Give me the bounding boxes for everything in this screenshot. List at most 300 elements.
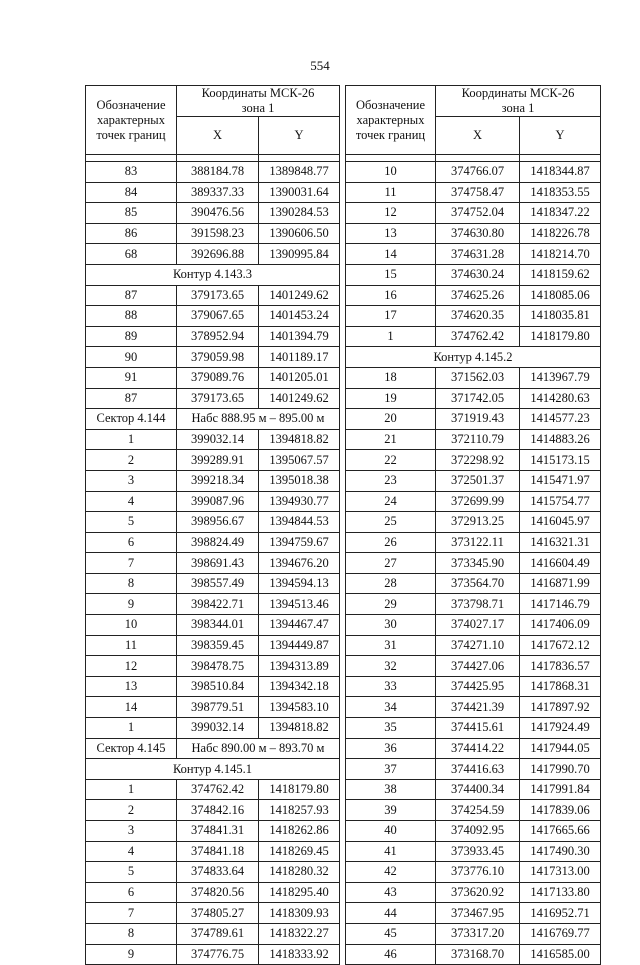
table-row: [346, 573, 601, 594]
point-id: 7: [86, 903, 177, 924]
header-x: X: [177, 117, 259, 155]
coordinate-x: 398557.49: [177, 573, 259, 594]
coordinate-x: 399032.14: [177, 718, 259, 739]
point-id: 6: [86, 532, 177, 553]
table-row: [86, 162, 340, 183]
coordinate-x: 374762.42: [436, 326, 520, 347]
coordinate-y: 1418280.32: [259, 862, 340, 883]
coordinate-x: 379173.65: [177, 388, 259, 409]
point-id: 88: [86, 306, 177, 327]
table-row: [346, 615, 601, 636]
table-row: [346, 718, 601, 739]
header-point-designation: Обозначение характерных точек границ: [346, 86, 436, 155]
coordinate-x: 374027.17: [436, 615, 520, 636]
coordinate-x: 374421.39: [436, 697, 520, 718]
point-id: 1: [86, 779, 177, 800]
point-id: 45: [346, 923, 436, 944]
contour-heading: Контур 4.145.1: [86, 759, 340, 780]
coordinate-x: 390476.56: [177, 203, 259, 224]
point-id: 84: [86, 182, 177, 203]
point-id: 14: [86, 697, 177, 718]
point-id: 41: [346, 841, 436, 862]
coordinate-x: 374620.35: [436, 306, 520, 327]
point-id: 2: [86, 800, 177, 821]
coordinate-y: 1394844.53: [259, 512, 340, 533]
point-id: 3: [86, 821, 177, 842]
point-id: 17: [346, 306, 436, 327]
point-id: 83: [86, 162, 177, 183]
coordinate-x: 374630.24: [436, 264, 520, 285]
table-row: [86, 718, 340, 739]
coordinate-y: 1390031.64: [259, 182, 340, 203]
header-y: Y: [259, 117, 340, 155]
page-number: 554: [310, 58, 330, 73]
table-row: [86, 800, 340, 821]
coordinate-y: 1416045.97: [520, 512, 601, 533]
coordinate-x: 398478.75: [177, 656, 259, 677]
table-row: [346, 697, 601, 718]
point-id: 26: [346, 532, 436, 553]
coordinate-x: 398344.01: [177, 615, 259, 636]
coordinate-y: 1418333.92: [259, 944, 340, 965]
point-id: 28: [346, 573, 436, 594]
table-row: [86, 450, 340, 471]
coordinate-x: 398510.84: [177, 676, 259, 697]
coordinate-x: 373564.70: [436, 573, 520, 594]
coordinate-y: 1401453.24: [259, 306, 340, 327]
table-row: [86, 347, 340, 368]
table-row: [346, 306, 601, 327]
point-id: 3: [86, 470, 177, 491]
table-row: [346, 470, 601, 491]
coordinate-y: 1390284.53: [259, 203, 340, 224]
point-id: 15: [346, 264, 436, 285]
table-row: [346, 594, 601, 615]
point-id: 30: [346, 615, 436, 636]
table-row: [86, 388, 340, 409]
contour-heading: Контур 4.145.2: [346, 347, 601, 368]
point-id: 68: [86, 244, 177, 265]
coordinate-y: 1417836.57: [520, 656, 601, 677]
coordinate-x: 373620.92: [436, 882, 520, 903]
coordinate-x: 374752.04: [436, 203, 520, 224]
table-row: [346, 409, 601, 430]
point-id: 1: [86, 718, 177, 739]
table-row: [86, 244, 340, 265]
point-id: 43: [346, 882, 436, 903]
coordinate-x: 379059.98: [177, 347, 259, 368]
table-row: [346, 347, 601, 368]
coordinate-x: 373168.70: [436, 944, 520, 965]
coordinate-y: 1401249.62: [259, 388, 340, 409]
coordinate-x: 374092.95: [436, 821, 520, 842]
coordinate-x: 398824.49: [177, 532, 259, 553]
point-id: 33: [346, 676, 436, 697]
coordinate-y: 1418085.06: [520, 285, 601, 306]
header-point-designation: Обозначение характерных точек границ: [86, 86, 177, 155]
point-id: 9: [86, 944, 177, 965]
coordinate-x: 374625.26: [436, 285, 520, 306]
coordinate-x: 374427.06: [436, 656, 520, 677]
point-id: 23: [346, 470, 436, 491]
table-row: [346, 532, 601, 553]
coordinate-y: 1418262.86: [259, 821, 340, 842]
coordinate-y: 1394818.82: [259, 718, 340, 739]
coordinate-y: 1417924.49: [520, 718, 601, 739]
coordinates-table-right: [345, 85, 601, 965]
coordinate-y: 1395018.38: [259, 470, 340, 491]
table-row: [86, 573, 340, 594]
coordinate-x: 372501.37: [436, 470, 520, 491]
coordinate-y: 1401205.01: [259, 367, 340, 388]
point-id: 46: [346, 944, 436, 965]
coordinate-x: 374762.42: [177, 779, 259, 800]
coordinate-x: 374416.63: [436, 759, 520, 780]
coordinate-x: 374415.61: [436, 718, 520, 739]
coordinates-table-left: [85, 85, 340, 965]
coordinate-y: 1416604.49: [520, 553, 601, 574]
coordinate-x: 374766.07: [436, 162, 520, 183]
coordinate-y: 1416769.77: [520, 923, 601, 944]
point-id: 27: [346, 553, 436, 574]
table-row: [86, 944, 340, 965]
coordinate-x: 388184.78: [177, 162, 259, 183]
coordinate-y: 1414280.63: [520, 388, 601, 409]
coordinate-x: 379173.65: [177, 285, 259, 306]
point-id: 20: [346, 409, 436, 430]
table-row: [346, 450, 601, 471]
point-id: 1: [86, 429, 177, 450]
table-row: [346, 635, 601, 656]
point-id: 36: [346, 738, 436, 759]
point-id: 8: [86, 573, 177, 594]
coordinate-y: 1417897.92: [520, 697, 601, 718]
coordinate-x: 372298.92: [436, 450, 520, 471]
coordinate-y: 1418159.62: [520, 264, 601, 285]
table-row: [86, 512, 340, 533]
table-row: [86, 656, 340, 677]
table-row: [346, 429, 601, 450]
coordinate-x: 374789.61: [177, 923, 259, 944]
coordinate-x: 373317.20: [436, 923, 520, 944]
coordinate-y: 1417672.12: [520, 635, 601, 656]
table-row: [346, 821, 601, 842]
point-id: 12: [86, 656, 177, 677]
coordinate-y: 1417490.30: [520, 841, 601, 862]
coordinate-x: 372699.99: [436, 491, 520, 512]
coordinate-x: 374820.56: [177, 882, 259, 903]
point-id: 44: [346, 903, 436, 924]
table-row: [346, 779, 601, 800]
coordinate-y: 1417991.84: [520, 779, 601, 800]
coordinate-y: 1418295.40: [259, 882, 340, 903]
point-id: 40: [346, 821, 436, 842]
point-id: 90: [86, 347, 177, 368]
point-id: 18: [346, 367, 436, 388]
coordinate-y: 1417313.00: [520, 862, 601, 883]
coordinate-y: 1417146.79: [520, 594, 601, 615]
table-row: [346, 223, 601, 244]
coordinate-x: 374630.80: [436, 223, 520, 244]
coordinate-x: 374841.18: [177, 841, 259, 862]
coordinate-y: 1415471.97: [520, 470, 601, 491]
table-row: [86, 553, 340, 574]
coordinate-x: 399289.91: [177, 450, 259, 471]
table-row: [86, 491, 340, 512]
coordinate-y: 1417133.80: [520, 882, 601, 903]
coordinate-y: 1418309.93: [259, 903, 340, 924]
coordinate-x: 373776.10: [436, 862, 520, 883]
table-row: [86, 615, 340, 636]
coordinate-x: 372913.25: [436, 512, 520, 533]
coordinate-y: 1418347.22: [520, 203, 601, 224]
coordinate-x: 378952.94: [177, 326, 259, 347]
point-id: 13: [346, 223, 436, 244]
coordinate-y: 1418257.93: [259, 800, 340, 821]
table-row: [86, 841, 340, 862]
table-row: [346, 512, 601, 533]
coordinate-y: 1414883.26: [520, 429, 601, 450]
coordinate-x: 371742.05: [436, 388, 520, 409]
point-id: 21: [346, 429, 436, 450]
point-id: 6: [86, 882, 177, 903]
coordinate-x: 399032.14: [177, 429, 259, 450]
coordinate-y: 1417990.70: [520, 759, 601, 780]
point-id: 38: [346, 779, 436, 800]
coordinate-y: 1417868.31: [520, 676, 601, 697]
coordinate-x: 373345.90: [436, 553, 520, 574]
coordinate-x: 374833.64: [177, 862, 259, 883]
table-row: [346, 285, 601, 306]
coordinate-y: 1417944.05: [520, 738, 601, 759]
point-id: 8: [86, 923, 177, 944]
coordinate-y: 1394930.77: [259, 491, 340, 512]
coordinate-x: 398956.67: [177, 512, 259, 533]
coordinate-x: 373467.95: [436, 903, 520, 924]
table-row: [86, 862, 340, 883]
table-row: [86, 594, 340, 615]
table-row: [346, 367, 601, 388]
point-id: 22: [346, 450, 436, 471]
coordinate-x: 372110.79: [436, 429, 520, 450]
coordinate-x: 374271.10: [436, 635, 520, 656]
table-row: [86, 532, 340, 553]
point-id: 86: [86, 223, 177, 244]
table-row: [86, 779, 340, 800]
point-id: 10: [86, 615, 177, 636]
point-id: 25: [346, 512, 436, 533]
table-row: [86, 429, 340, 450]
table-row: [346, 759, 601, 780]
coordinate-y: 1394513.46: [259, 594, 340, 615]
coordinate-y: 1395067.57: [259, 450, 340, 471]
point-id: 10: [346, 162, 436, 183]
point-id: 16: [346, 285, 436, 306]
coordinate-x: 398779.51: [177, 697, 259, 718]
point-id: 89: [86, 326, 177, 347]
coordinate-y: 1394818.82: [259, 429, 340, 450]
coordinate-y: 1401249.62: [259, 285, 340, 306]
point-id: 85: [86, 203, 177, 224]
coordinate-x: 374805.27: [177, 903, 259, 924]
point-id: 12: [346, 203, 436, 224]
point-id: 19: [346, 388, 436, 409]
point-id: 13: [86, 676, 177, 697]
coordinate-x: 373933.45: [436, 841, 520, 862]
table-row: [346, 944, 601, 965]
point-id: 35: [346, 718, 436, 739]
point-id: 32: [346, 656, 436, 677]
coordinate-y: 1394342.18: [259, 676, 340, 697]
point-id: 7: [86, 553, 177, 574]
coordinate-y: 1394759.67: [259, 532, 340, 553]
table-row: [86, 326, 340, 347]
coordinate-y: 1418322.27: [259, 923, 340, 944]
table-row: [346, 264, 601, 285]
point-id: 42: [346, 862, 436, 883]
table-row: [346, 244, 601, 265]
coordinate-y: 1394594.13: [259, 573, 340, 594]
table-row: [346, 676, 601, 697]
coordinate-y: 1394583.10: [259, 697, 340, 718]
header-x: X: [436, 117, 520, 155]
table-row: [346, 388, 601, 409]
table-row: [86, 223, 340, 244]
coordinate-x: 399087.96: [177, 491, 259, 512]
point-id: 24: [346, 491, 436, 512]
table-row: [86, 738, 340, 759]
point-id: 5: [86, 862, 177, 883]
header-gap-row: [346, 155, 601, 162]
table-row: [86, 697, 340, 718]
table-row: [346, 800, 601, 821]
sector-elevation-range: Набс 888.95 м – 895.00 м: [177, 409, 340, 430]
point-id: 4: [86, 841, 177, 862]
table-row: [346, 553, 601, 574]
coordinate-x: 399218.34: [177, 470, 259, 491]
coordinate-y: 1416321.31: [520, 532, 601, 553]
table-row: [86, 903, 340, 924]
coordinate-x: 389337.33: [177, 182, 259, 203]
point-id: 4: [86, 491, 177, 512]
coordinate-x: 398359.45: [177, 635, 259, 656]
sector-label: Сектор 4.144: [86, 409, 177, 430]
table-row: [346, 656, 601, 677]
coordinate-y: 1418353.55: [520, 182, 601, 203]
coordinate-y: 1416585.00: [520, 944, 601, 965]
coordinate-y: 1418214.70: [520, 244, 601, 265]
table-row: [86, 264, 340, 285]
contour-heading: Контур 4.143.3: [86, 264, 340, 285]
table-row: [346, 923, 601, 944]
coordinate-y: 1394313.89: [259, 656, 340, 677]
point-id: 91: [86, 367, 177, 388]
point-id: 11: [86, 635, 177, 656]
header-y: Y: [520, 117, 601, 155]
coordinate-x: 391598.23: [177, 223, 259, 244]
sector-label: Сектор 4.145: [86, 738, 177, 759]
coordinate-x: 374425.95: [436, 676, 520, 697]
coordinate-y: 1418269.45: [259, 841, 340, 862]
coordinate-x: 374842.16: [177, 800, 259, 821]
table-row: [86, 882, 340, 903]
coordinate-x: 374776.75: [177, 944, 259, 965]
coordinate-x: 374414.22: [436, 738, 520, 759]
table-row: [86, 759, 340, 780]
coordinate-y: 1418226.78: [520, 223, 601, 244]
coordinate-y: 1414577.23: [520, 409, 601, 430]
coordinate-x: 374631.28: [436, 244, 520, 265]
coordinate-x: 398691.43: [177, 553, 259, 574]
header-msk-coordinates: Координаты МСК-26 зона 1: [177, 86, 340, 117]
coordinate-y: 1389848.77: [259, 162, 340, 183]
coordinate-y: 1416952.71: [520, 903, 601, 924]
point-id: 39: [346, 800, 436, 821]
coordinate-y: 1417406.09: [520, 615, 601, 636]
point-id: 14: [346, 244, 436, 265]
coordinate-y: 1390606.50: [259, 223, 340, 244]
coordinate-x: 379089.76: [177, 367, 259, 388]
table-row: [86, 635, 340, 656]
table-row: [86, 285, 340, 306]
coordinate-x: 379067.65: [177, 306, 259, 327]
sector-elevation-range: Набс 890.00 м – 893.70 м: [177, 738, 340, 759]
coordinate-y: 1394449.87: [259, 635, 340, 656]
table-row: [346, 841, 601, 862]
table-row: [86, 182, 340, 203]
table-row: [346, 326, 601, 347]
header-gap-row: [86, 155, 340, 162]
table-row: [346, 882, 601, 903]
coordinate-y: 1418179.80: [520, 326, 601, 347]
table-row: [346, 862, 601, 883]
table-row: [346, 903, 601, 924]
table-row: [346, 491, 601, 512]
table-row: [346, 162, 601, 183]
coordinate-x: 371919.43: [436, 409, 520, 430]
point-id: 29: [346, 594, 436, 615]
table-row: [346, 182, 601, 203]
table-row: [86, 367, 340, 388]
coordinate-y: 1394676.20: [259, 553, 340, 574]
coordinate-y: 1394467.47: [259, 615, 340, 636]
point-id: 1: [346, 326, 436, 347]
coordinate-y: 1390995.84: [259, 244, 340, 265]
table-row: [86, 409, 340, 430]
point-id: 37: [346, 759, 436, 780]
point-id: 9: [86, 594, 177, 615]
coordinate-y: 1401189.17: [259, 347, 340, 368]
coordinate-x: 374400.34: [436, 779, 520, 800]
coordinate-x: 398422.71: [177, 594, 259, 615]
coordinate-y: 1417665.66: [520, 821, 601, 842]
coordinate-x: 373122.11: [436, 532, 520, 553]
coordinate-x: 373798.71: [436, 594, 520, 615]
coordinate-y: 1415754.77: [520, 491, 601, 512]
coordinate-y: 1415173.15: [520, 450, 601, 471]
coordinate-y: 1401394.79: [259, 326, 340, 347]
point-id: 34: [346, 697, 436, 718]
coordinate-x: 374254.59: [436, 800, 520, 821]
table-row: [86, 470, 340, 491]
coordinate-x: 374758.47: [436, 182, 520, 203]
coordinate-y: 1418179.80: [259, 779, 340, 800]
table-row: [86, 203, 340, 224]
point-id: 87: [86, 285, 177, 306]
coordinate-y: 1417839.06: [520, 800, 601, 821]
table-row: [86, 306, 340, 327]
coordinate-y: 1418344.87: [520, 162, 601, 183]
